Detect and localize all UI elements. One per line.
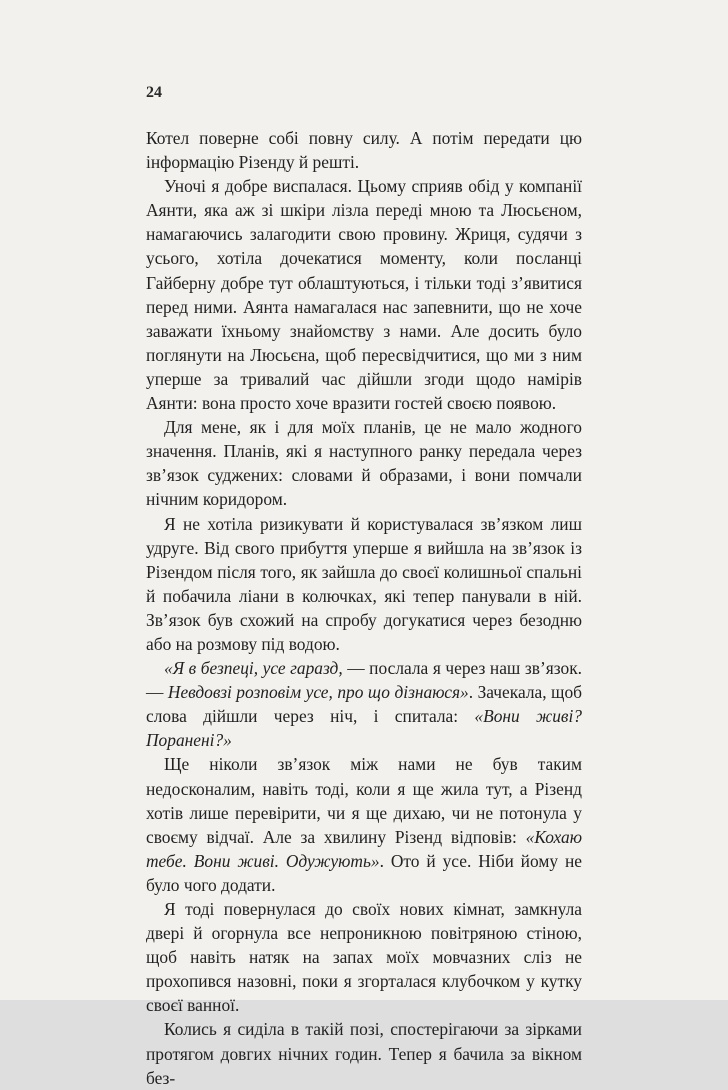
paragraph-3: Для мене, як і для моїх планів, це не мало жодного значення. Планів, які я наступного ранку передала через зв’язок суджених: словами й образами, і вони помчали нічним коридором. — [146, 417, 582, 510]
paragraph-2: Уночі я добре виспалася. Цьому сприяв обід у компанії Аянти, яка аж зі шкіри лізла переді мною та Люсьєном, намагаючись залагодити свою провину. Жриця, судячи з усього, хотіла дочекатися моменту, коли посланці Гайберну добре тут облаштуються, і тільки тоді з’явитися перед ними. Аянта намагалася нас запевнити, що не хоче заважати їхньому знайомству з нами. Але досить було поглянути на Люсьєна, щоб пересвідчитися, що ми з ним уперше за тривалий час дійшли згоди щодо намірів Аянти: вона просто хоче вразити гостей своєю появою. — [146, 176, 582, 414]
narration-text: . Ото й усе. Ніби йому не було чого додати. — [146, 850, 582, 895]
telepathic-quote: «Вони живі? Поранені?» — [146, 706, 582, 751]
narration-text: . Зачекала, щоб слова дійшли через ніч, і спитала: — [146, 682, 582, 727]
telepathic-quote: Невдовзі розповім усе, про що дізнаюся» — [167, 682, 469, 703]
telepathic-quote: «Я в безпеці, усе гаразд, — [164, 658, 343, 679]
page-number: 24 — [146, 84, 162, 101]
telepathic-quote: «Кохаю тебе. Вони живі. Одужують» — [146, 826, 582, 871]
narration-text: Ще ніколи зв’язок між нами не був таким недосконалим, навіть тоді, коли я ще жила тут, а Різенд хотів лише перевірити, чи я ще дихаю, чи не потонула у своєму відчаї. Але за хвилину Різенд відповів: — [146, 754, 582, 847]
paragraph-8: Колись я сиділа в такій позі, спостерігаючи за зірками протягом довгих нічних годин. Тепер я бачила за вікном без- — [146, 1019, 582, 1088]
paragraph-4: Я не хотіла ризикувати й користувалася зв’язком лиш удруге. Від свого прибуття уперше я вийшла на зв’язок із Різендом після того, як зайшла до своєї колишньої спальні й побачила ліани в колючках, які тепер панували в ній. Зв’язок був схожий на спробу догукатися через безодню або на розмову під водою. — [146, 513, 582, 654]
narration-text: — послала я через наш зв’язок. — — [146, 658, 582, 703]
paragraph-6 — [146, 752, 582, 897]
body-text — [146, 126, 582, 1090]
paragraph-1: Котел поверне собі повну силу. А потім передати цю інформацію Різенду й решті. — [146, 128, 582, 173]
paragraph-7: Я тоді повернулася до своїх нових кімнат, замкнула двері й огорнула все непроникною повітряною стіною, щоб навіть натяк на запах моїх мовчазних сліз не прохопився назовні, поки я згорталася клубочком у кутку своєї ванної. — [146, 899, 582, 1016]
paragraph-5 — [146, 656, 582, 752]
